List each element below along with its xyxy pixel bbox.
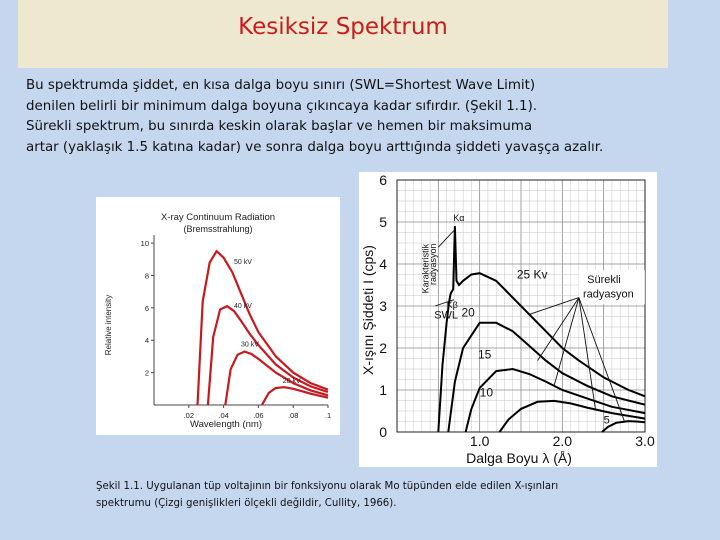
- paragraph-line: artar (yaklaşık 1.5 katına kadar) ve sonra dalga boyu arttığında şiddeti yavaşça azalır.: [26, 139, 604, 155]
- left-x-tick-label: .02: [183, 411, 195, 420]
- right-y-axis-label: X-ışını Şiddeti I (cps): [360, 245, 376, 375]
- body-paragraph: [26, 76, 706, 158]
- right-x-tick-label: 2.0: [552, 433, 573, 449]
- right-y-tick-label: 1: [379, 382, 387, 398]
- left-series-label: 40 kV: [234, 302, 252, 310]
- continuous-arrow: [554, 298, 579, 386]
- right-series-line: [448, 323, 645, 432]
- right-y-tick-label: 2: [379, 340, 387, 356]
- right-x-tick-label: 3.0: [635, 433, 655, 449]
- continuous-label-line: Sürekli: [587, 273, 621, 286]
- paragraph-line: Bu spektrumda şiddet, en kısa dalga boyu sınırı (SWL=Shortest Wave Limit): [26, 78, 536, 93]
- left-series-label: 30 kV: [241, 341, 259, 349]
- caption-line: spektrumu (Çizgi genişlikleri ölçekli değildir, Cullity, 1966).: [96, 498, 397, 509]
- left-chart-subtitle: (Bremsstrahlung): [183, 224, 253, 234]
- left-y-tick-label: 6: [144, 303, 149, 313]
- left-y-tick-label: 8: [144, 271, 149, 281]
- right-y-tick-label: 5: [379, 214, 387, 230]
- right-y-tick-label: 4: [379, 256, 387, 272]
- left-x-tick-label: .06: [253, 411, 264, 420]
- left-series-line: [225, 352, 328, 405]
- left-y-tick-label: 4: [144, 336, 149, 346]
- right-series-label: 10: [479, 385, 494, 400]
- continuous-label-line: radyasyon: [583, 288, 634, 301]
- characteristic-label-line: Karakteristik: [420, 243, 431, 294]
- characteristic-arrow: [438, 230, 454, 247]
- left-series-label: 50 kV: [234, 259, 252, 267]
- ka-label: Kα: [453, 213, 465, 224]
- right-x-tick-label: 1.0: [469, 433, 490, 449]
- left-x-tick-label: .1: [324, 411, 332, 420]
- right-series-label: 25 Kv: [516, 267, 548, 282]
- right-y-tick-label: 3: [379, 298, 387, 314]
- slide-title: Kesiksiz Spektrum: [238, 14, 448, 40]
- characteristic-label-line: radyasyon: [427, 243, 438, 285]
- kb-label: Kβ: [446, 300, 458, 311]
- left-x-tick-label: .04: [218, 411, 229, 420]
- title-bar: [18, 0, 668, 68]
- left-series-label: 20 kV: [282, 378, 301, 386]
- left-x-tick-label: .08: [287, 411, 299, 420]
- right-series-label: 15: [478, 347, 492, 362]
- right-y-tick-label: 6: [379, 172, 387, 188]
- paragraph-line: Sürekli spektrum, bu sınırda keskin olarak başlar ve hemen bir maksimuma: [26, 119, 533, 134]
- left-x-axis-label: Wavelength (nm): [190, 419, 262, 430]
- right-series-label: 20: [461, 305, 475, 320]
- caption-line: Şekil 1.1. Uygulanan tüp voltajının bir fonksiyonu olarak Mo tüpünden elde edilen X-ışınları: [96, 481, 559, 492]
- right-series-label: 5: [603, 414, 610, 427]
- left-series-line: [198, 251, 329, 405]
- swl-label: SWL: [434, 309, 459, 322]
- left-y-tick-label: 2: [144, 368, 149, 378]
- bremsstrahlung-chart: [96, 197, 340, 435]
- right-x-axis-label: Dalga Boyu λ (Å): [466, 450, 572, 466]
- right-y-tick-label: 0: [379, 424, 387, 440]
- spectrum-chart-panel: [359, 172, 657, 467]
- left-y-axis-label: Relative intensity: [104, 294, 113, 356]
- bremsstrahlung-chart-panel: [96, 197, 340, 435]
- spectrum-chart: [359, 172, 657, 467]
- left-y-tick-label: 10: [140, 239, 149, 249]
- left-chart-title: X-ray Continuum Radiation: [160, 212, 276, 223]
- paragraph-line: denilen belirli bir minimum dalga boyuna çıkıncaya kadar sıfırdır. (Şekil 1.1).: [26, 98, 538, 114]
- figure-caption: [96, 478, 656, 512]
